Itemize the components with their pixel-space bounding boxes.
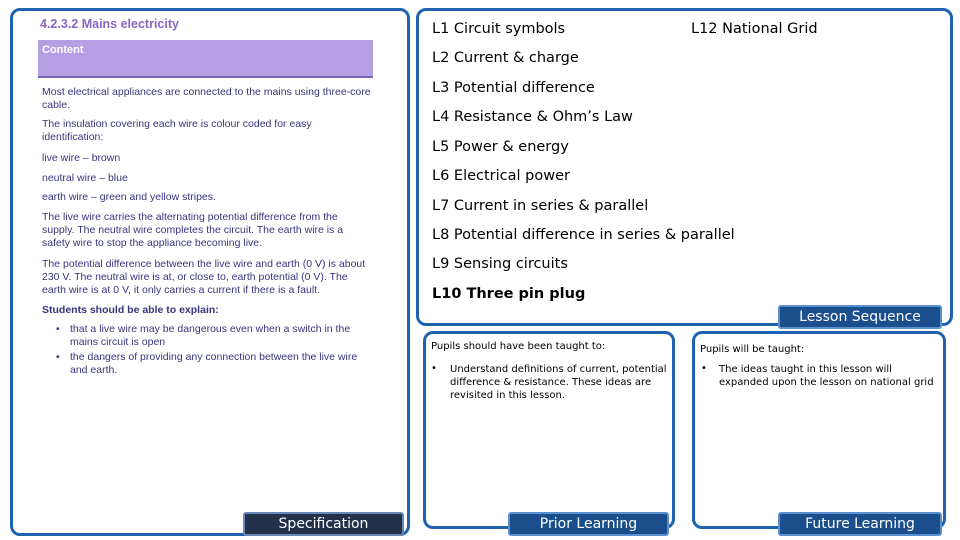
- future-learning-tab[interactable]: Future Learning: [778, 512, 942, 536]
- lesson-item: L8 Potential difference in series & parallel: [432, 227, 735, 243]
- prior-heading: Pupils should have been taught to:: [431, 341, 606, 352]
- spec-bullet-dot: •: [56, 351, 60, 363]
- lesson-item: L12 National Grid: [691, 21, 818, 37]
- lesson-item: L5 Power & energy: [432, 139, 569, 155]
- lesson-sequence-tab[interactable]: Lesson Sequence: [778, 305, 942, 329]
- lesson-item: L9 Sensing circuits: [432, 256, 568, 272]
- spec-bullet-dot: •: [56, 323, 60, 335]
- prior-learning-tab[interactable]: Prior Learning: [508, 512, 669, 536]
- spec-paragraph: live wire – brown: [42, 152, 121, 164]
- prior-bullet-dot: •: [431, 363, 437, 374]
- spec-paragraph: neutral wire – blue: [42, 172, 128, 184]
- future-bullet-dot: •: [701, 363, 707, 374]
- lesson-item: L3 Potential difference: [432, 80, 595, 96]
- spec-paragraph: Most electrical appliances are connected to the mains using three-core cable.: [42, 86, 371, 111]
- spec-bullet: that a live wire may be dangerous even when a switch in the mains circuit is open: [70, 323, 351, 348]
- prior-learning-panel: [423, 331, 675, 529]
- lesson-item: L7 Current in series & parallel: [432, 198, 649, 214]
- lesson-item: L6 Electrical power: [432, 168, 570, 184]
- spec-paragraph: The live wire carries the alternating potential difference from the supply. The neutral wire completes the circuit. The earth wire is a safety wire to stop the appliance becoming live.: [42, 211, 344, 249]
- prior-bullet: Understand definitions of current, potential difference & resistance. These ideas are revisited in this lesson.: [450, 364, 667, 401]
- specification-tab[interactable]: Specification: [243, 512, 404, 536]
- lesson-item-current: L10 Three pin plug: [432, 286, 586, 302]
- spec-paragraph: earth wire – green and yellow stripes.: [42, 191, 216, 203]
- future-learning-panel: [692, 331, 946, 529]
- lesson-item: L2 Current & charge: [432, 50, 579, 66]
- future-heading: Pupils will be taught:: [700, 344, 805, 355]
- spec-paragraph: The potential difference between the live wire and earth (0 V) is about 230 V. The neutral wire is at, or close to, earth potential (0 V). The earth wire is at 0 V, it only carries a current if there is a fault.: [42, 258, 366, 296]
- content-header: [38, 40, 373, 78]
- spec-paragraph: The insulation covering each wire is colour coded for easy identification:: [42, 118, 312, 143]
- content-label: Content: [42, 44, 84, 56]
- lesson-item: L4 Resistance & Ohm’s Law: [432, 109, 633, 125]
- future-bullet: The ideas taught in this lesson will expanded upon the lesson on national grid: [719, 364, 934, 388]
- spec-title: 4.2.3.2 Mains electricity: [40, 17, 179, 31]
- spec-bullet: the dangers of providing any connection between the live wire and earth.: [70, 351, 358, 376]
- lesson-item: L1 Circuit symbols: [432, 21, 566, 37]
- spec-paragraph: Students should be able to explain:: [42, 304, 219, 316]
